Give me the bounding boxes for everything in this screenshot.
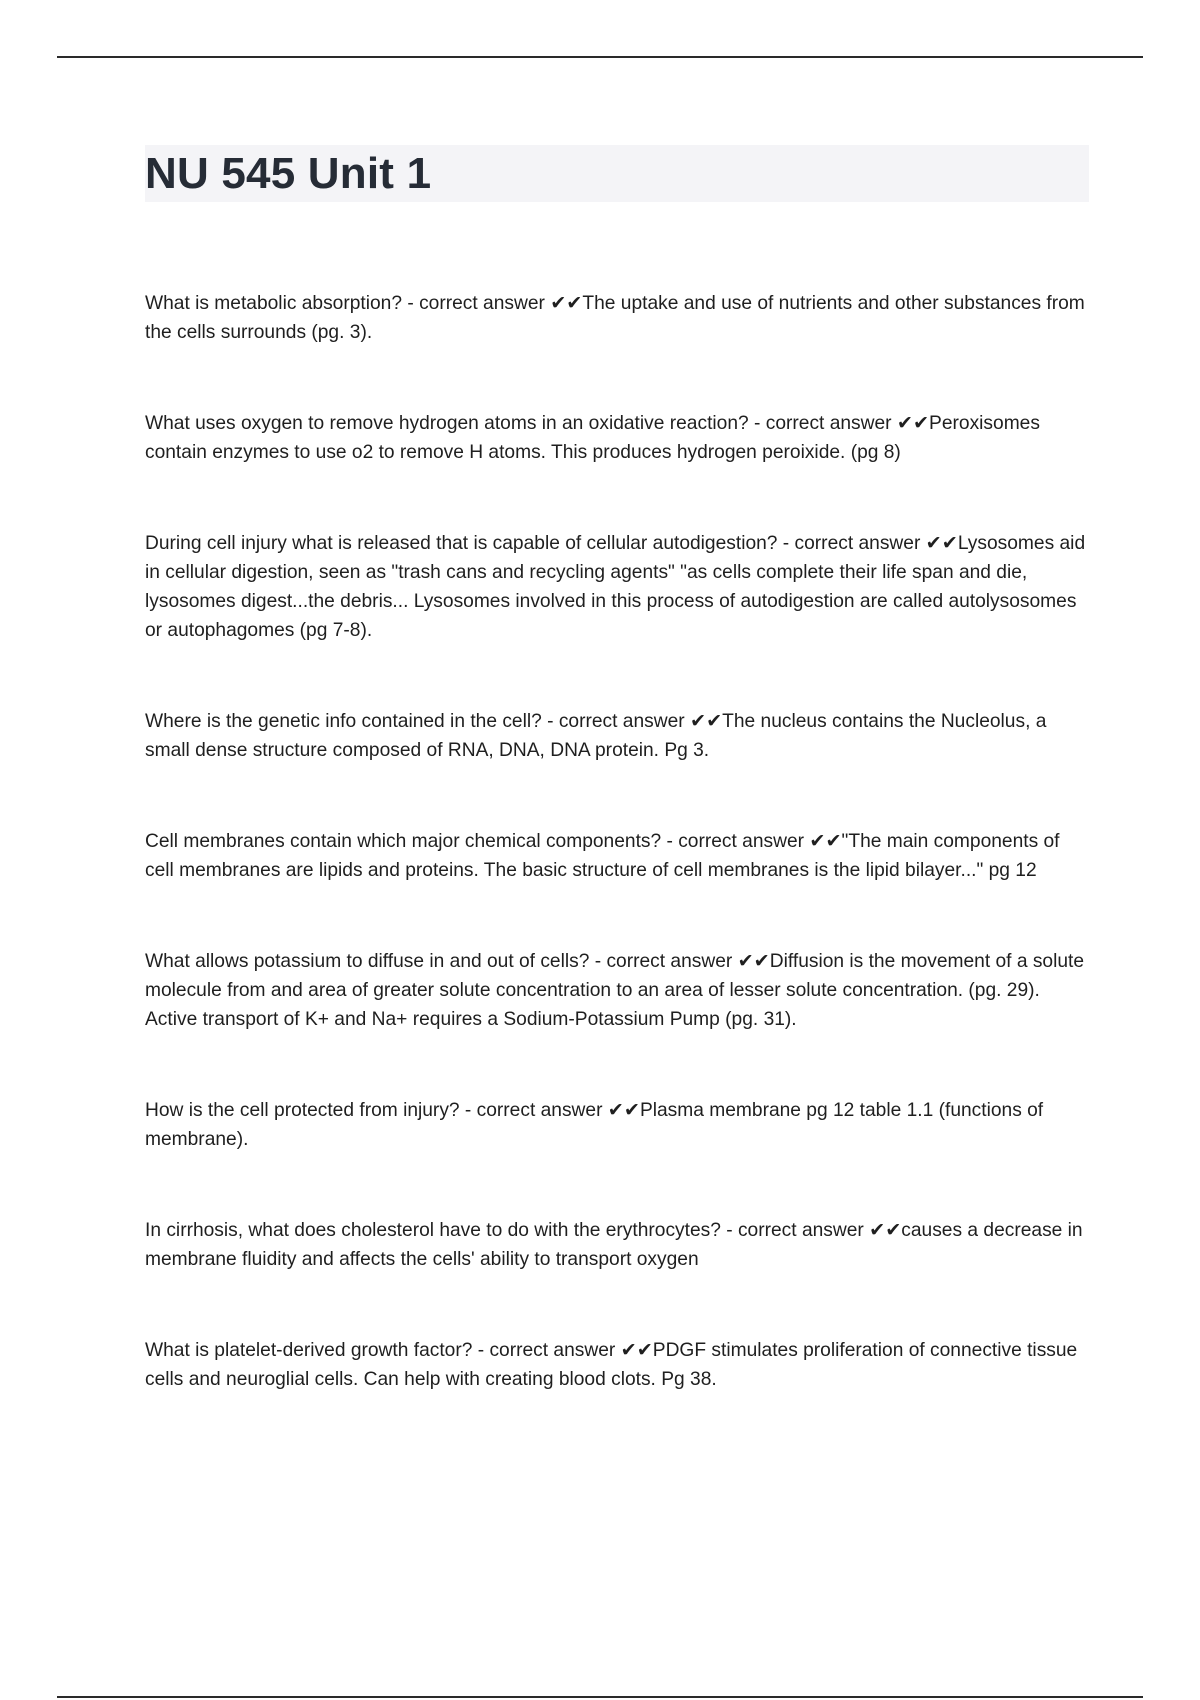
question-text: During cell injury what is released that is capable of cellular autodigestion? - correct answer ✔✔: [145, 533, 958, 554]
qa-item: [145, 409, 1090, 467]
answer-text: The nucleus contains the Nucleolus, a small dense structure composed of RNA, DNA, DNA protein. Pg 3.: [145, 711, 1047, 761]
answer-text: The uptake and use of nutrients and other substances from the cells surrounds (pg. 3).: [145, 293, 1085, 343]
top-divider: [57, 56, 1143, 58]
answer-text: causes a decrease in membrane fluidity and affects the cells' ability to transport oxygen: [145, 1220, 1083, 1270]
qa-list: [145, 289, 1090, 1456]
question-text: Cell membranes contain which major chemical components? - correct answer ✔✔: [145, 831, 842, 852]
qa-item: [145, 289, 1090, 347]
bottom-divider: [57, 1696, 1143, 1698]
qa-item: [145, 827, 1090, 885]
question-text: What allows potassium to diffuse in and out of cells? - correct answer ✔✔: [145, 951, 770, 972]
answer-text: PDGF stimulates proliferation of connective tissue cells and neuroglial cells. Can help with creating blood clots. Pg 38.: [145, 1340, 1078, 1390]
question-text: What is platelet-derived growth factor? - correct answer ✔✔: [145, 1340, 653, 1361]
qa-item: [145, 947, 1090, 1034]
answer-text: Diffusion is the movement of a solute molecule from and area of greater solute concentration to an area of lesser solute concentration. (pg. 29). Active transport of K+ and Na+ requires a Sodium-Potassium Pump (pg. 31).: [145, 951, 1085, 1030]
qa-item: [145, 1336, 1090, 1394]
question-text: What is metabolic absorption? - correct answer ✔✔: [145, 293, 583, 314]
question-text: How is the cell protected from injury? - correct answer ✔✔: [145, 1100, 640, 1121]
question-text: Where is the genetic info contained in the cell? - correct answer ✔✔: [145, 711, 723, 732]
answer-text: Peroxisomes contain enzymes to use o2 to remove H atoms. This produces hydrogen peroixide. (pg 8): [145, 413, 1040, 463]
qa-item: [145, 1096, 1090, 1154]
page-title: NU 545 Unit 1: [145, 149, 432, 198]
answer-text: "The main components of cell membranes are lipids and proteins. The basic structure of cell membranes is the lipid bilayer..." pg 12: [145, 831, 1060, 881]
qa-item: [145, 707, 1090, 765]
answer-text: Plasma membrane pg 12 table 1.1 (functions of membrane).: [145, 1100, 1044, 1150]
qa-item: [145, 529, 1090, 645]
question-text: What uses oxygen to remove hydrogen atoms in an oxidative reaction? - correct answer ✔✔: [145, 413, 930, 434]
answer-text: Lysosomes aid in cellular digestion, seen as "trash cans and recycling agents" "as cells complete their life span and die, lysosomes digest...the debris... Lysosomes involved in this process of autodigestion are called autolysosomes or autophagomes (pg 7-8).: [145, 533, 1086, 641]
question-text: In cirrhosis, what does cholesterol have to do with the erythrocytes? - correct answer ✔✔: [145, 1220, 902, 1241]
qa-item: [145, 1216, 1090, 1274]
title-banner: [145, 145, 1089, 202]
